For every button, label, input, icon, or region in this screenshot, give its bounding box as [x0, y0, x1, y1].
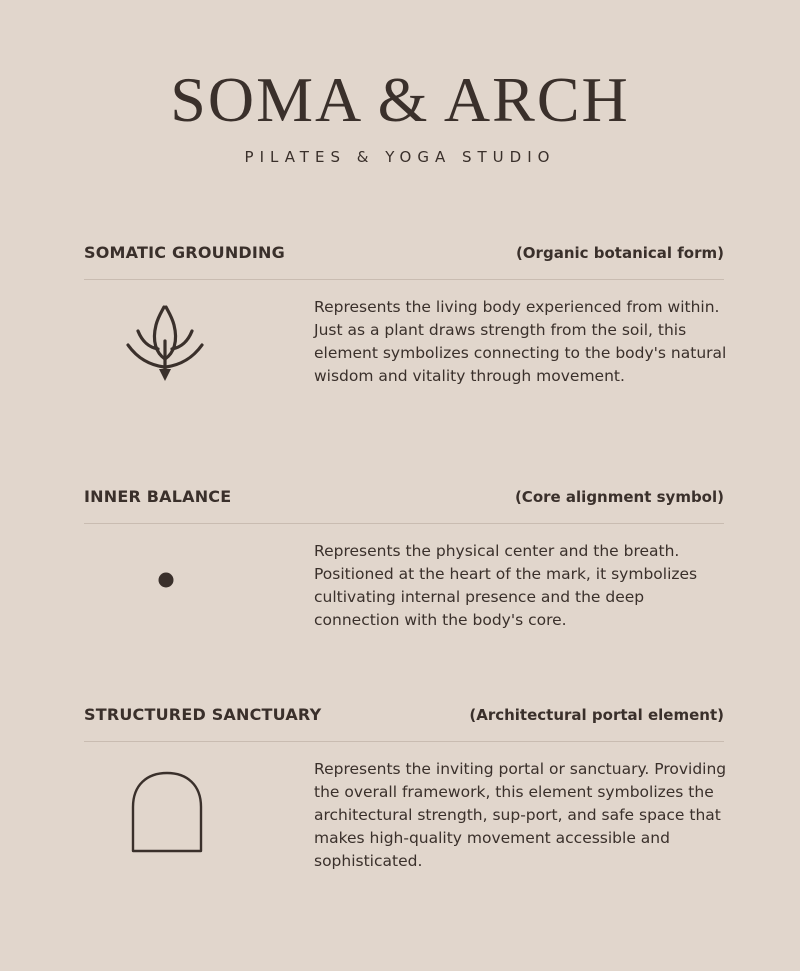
core-dot-icon [156, 570, 176, 590]
section-description: Represents the inviting portal or sanctuary. Providing the overall framework, this element symbolizes the architectural strength, sup-port, and safe space that makes high-quality movement accessible and sophisticated. [314, 760, 727, 870]
section-title: INNER BALANCE [84, 487, 232, 506]
section-structured-sanctuary [84, 705, 727, 895]
section-header [84, 705, 724, 742]
arch-portal-icon [129, 769, 205, 855]
section-header [84, 243, 724, 280]
botanical-icon [120, 301, 210, 381]
section-somatic-grounding [84, 243, 727, 433]
section-tag: (Organic botanical form) [515, 244, 724, 262]
section-description: Represents the physical center and the breath. Positioned at the heart of the mark, it symbolizes cultivating internal presence and the deep connection with the body's core. [314, 542, 698, 629]
section-tag: (Architectural portal element) [469, 706, 724, 724]
section-header [84, 487, 724, 524]
section-title: STRUCTURED SANCTUARY [84, 705, 322, 724]
section-inner-balance [84, 487, 724, 647]
section-tag: (Core alignment symbol) [514, 488, 724, 506]
brand-title: SOMA & ARCH [170, 64, 630, 135]
brand-subtitle: PILATES & YOGA STUDIO [244, 148, 556, 166]
section-title: SOMATIC GROUNDING [84, 243, 285, 262]
section-description: Represents the living body experienced from within. Just as a plant draws strength from the soil, this element symbolizes connecting to the body's natural wisdom and vitality through movement. [314, 298, 727, 385]
